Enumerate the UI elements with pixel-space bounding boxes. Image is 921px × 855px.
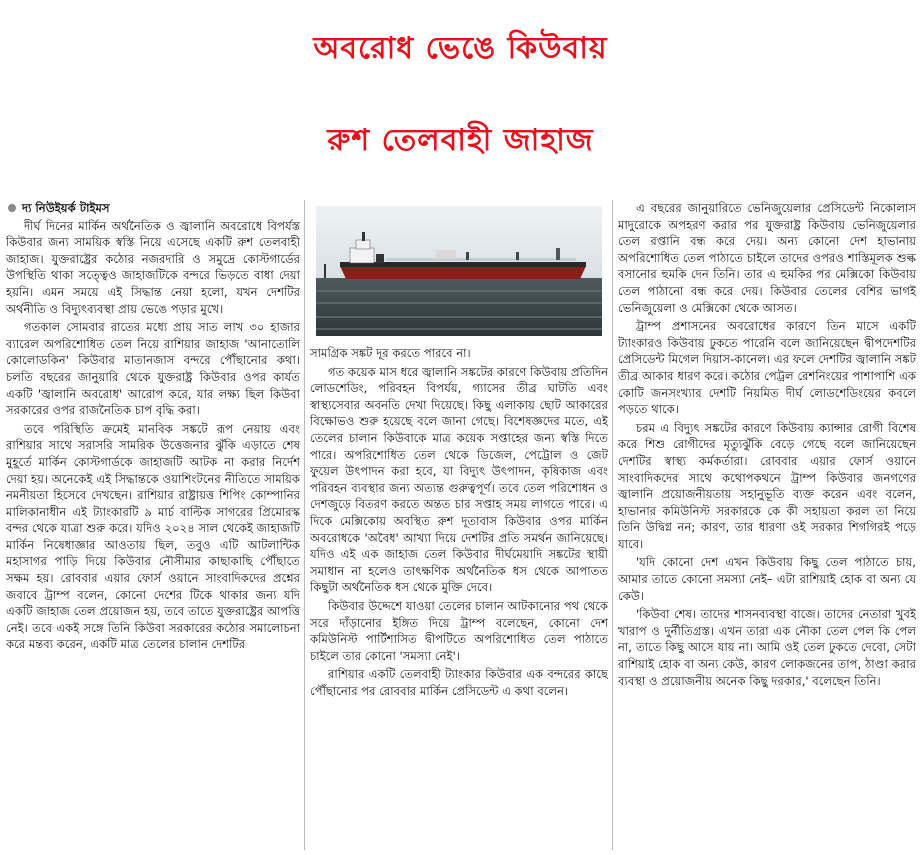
paragraph: গতকাল সোমবার রাতের মধ্যে প্রায় সাত লাখ ৩০ হাজার ব্যারেল অপরিশোধিত তেল নিয়ে রাশিয়ার জাহাজ 'আনাতোলি কোলোডকিন' কিউবার মাতানজাস বন্দরে পৌঁছানোর কথা। চলতি বছরের জানুয়ারি থেকে যুক্তরাষ্ট্র কিউবার ওপর কার্যত একটি 'জ্বালানি অবরোধ' আরোপ করে, যার লক্ষ্য ছিল কিউবা সরকারের ওপর রাজনৈতিক চাপ বৃদ্ধি করা। <box>6 320 300 418</box>
paragraph: ট্রাম্প প্রশাসনের অবরোধের কারণে তিন মাসে একটি ট্যাংকারও কিউবায় ঢুকতে পারেনি বলে জানিয়েছেন দ্বীপদেশটির প্রেসিডেন্ট মিগেল দিয়াস-কানেল। এর ফলে দেশটির জ্বালানি সঙ্কট তীব্র আকার ধারণ করে। কঠোর পেট্রল রেশনিংয়ের পাশাপাশি এক কোটি জনসংখ্যার দেশটি নিয়মিত দীর্ঘ লোডশেডিংয়ের কবলে পড়তে থাকে। <box>618 319 916 417</box>
headline-line-1: অবরোধ ভেঙে কিউবায় <box>313 31 608 66</box>
paragraph: 'যদি কোনো দেশ এখন কিউবায় কিছু তেল পাঠাতে চায়, আমার তাতে কোনো সমস্যা নেই– এটা রাশিয়াই হোক বা অন্য যে কেউ। <box>618 555 916 603</box>
paragraph: দীর্ঘ দিনের মার্কিন অর্থনৈতিক ও জ্বালানি অবরোধে বিপর্যস্ত কিউবার জন্য সাময়িক স্বস্তি নিয়ে এসেছে একটি রুশ তেলবাহী জাহাজ। যুক্তরাষ্ট্রের কঠোর নজরদারি ও সমুদ্রে কোস্টগার্ডের উপস্থিতি থাকা সত্ত্বেও জাহাজটিকে বন্দরে ভিড়তে বাধা দেয়া হয়নি। এমন সময়ে এই সিদ্ধান্ত নেয়া হলো, যখন দেশটির অর্থনীতি ও বিদ্যুৎব্যবস্থা প্রায় ভেঙে পড়ার মুখে। <box>6 218 300 316</box>
oil-tanker-photo <box>316 206 602 336</box>
paragraph: চরম এ বিদ্যুৎ সঙ্কটের কারণে কিউবায় ক্যান্সার রোগী বিশেষ করে শিশু রোগীদের মৃত্যুঝুঁকি বেড়ে গেছে বলে জানিয়েছেন দেশটির স্বাস্থ্য কর্মকর্তারা। রোববার এয়ার ফোর্স ওয়ানে সাংবাদিকদের সাথে কথোপকথনে ট্রাম্প কিউবার জনগণের জ্বালানি প্রয়োজনীয়তায় সহানুভূতি ব্যক্ত করেন এবং বলেন, হাভানার কমিউনিস্ট সরকারকে কে কী সহায়তা করল তা নিয়ে তিনি উদ্বিগ্ন নন; কারণ, তার ধারণা ওই সরকার শিগগিরই পড়ে যাবে। <box>618 420 916 551</box>
article-column-2 <box>310 345 608 850</box>
article-column-3 <box>618 200 916 850</box>
paragraph: 'কিউবা শেষ। তাদের শাসনব্যবস্থা বাজে। তাদের নেতারা খুবই খারাপ ও দুর্নীতিগ্রস্ত। এখন তারা এক নৌকা তেল পেল কি পেল না, তাতে কিছু আসে যায় না। আমি ওই তেল ঢুকতে দেবো, সেটা রাশিয়াই হোক বা অন্য কেউ, কারণ লোকজনের তাপ, ঠাণ্ডা করার ব্যবস্থা ও প্রয়োজনীয় অনেক কিছু দরকার,' বলেছেন তিনি। <box>618 607 916 688</box>
paragraph: রাশিয়ার একটি তেলবাহী ট্যাংকার কিউবার এক বন্দরের কাছে পৌঁছানোর পর রোববার মার্কিন প্রেসিডেন্ট এ কথা বলেন। <box>310 667 608 698</box>
article-column-1 <box>6 200 300 850</box>
column-divider <box>304 200 305 850</box>
bullet-icon <box>8 204 16 212</box>
byline-text: দ্য নিউইয়র্ক টাইমস <box>22 201 110 215</box>
paragraph: গত কয়েক মাস ধরে জ্বালানি সঙ্কটের কারণে কিউবায় প্রতিদিন লোডশেডিং, পরিবহন বিপর্যয়, গ্যাসের তীব্র ঘাটতি এবং স্বাস্থ্যসেবার অবনতি দেখা দিয়েছে। কিছু এলাকায় ছোট আকারের বিক্ষোভও শুরু হয়েছে বলে জানা গেছে। বিশেষজ্ঞদের মতে, এই তেলের চালান কিউবাকে মাত্র কয়েক সপ্তাহের জন্য স্বস্তি দিতে পারে। অপরিশোধিত তেল থেকে ডিজেল, পেট্রোল ও জেট ফুয়েল উৎপাদন করা হবে, যা বিদ্যুৎ উৎপাদন, কৃষিকাজ এবং পরিবহন ব্যবস্থার জন্য অত্যন্ত গুরুত্বপূর্ণ। তবে তেল পরিশোধন ও দেশজুড়ে বিতরণ করতে অন্তত চার সপ্তাহ সময় লাগতে পারে। এ দিকে মেক্সিকোয় অবস্থিত রুশ দূতাবাস কিউবার ওপর মার্কিন অবরোধকে 'অবৈধ' আখ্যা দিয়ে দেশটির প্রতি সমর্থন জানিয়েছে। যদিও এই এক জাহাজ তেল কিউবার দীর্ঘমেয়াদি সঙ্কটের স্থায়ী সমাধান না হলেও তাৎক্ষণিক অর্থনৈতিক ধস থেকে আপাতত কিছুটা অর্থনৈতিক ধস থেকে মুক্তি দেবে। <box>310 364 608 595</box>
paragraph: এ বছরের জানুয়ারিতে ভেনিজুয়েলার প্রেসিডেন্ট নিকোলাস মাদুরোকে অপহরণ করার পর যুক্তরাষ্ট্র কিউবায় ভেনিজুয়েলার তেল রপ্তানি বন্ধ করে দেয়। অন্য কোনো দেশ হাভানায় অপরিশোধিত তেল পাঠাতে চাইলে তাদের ওপরও শাস্তিমূলক শুল্ক বসানোর হুমকি দেন তিনি। তার এ হুমকির পর মেক্সিকো কিউবায় তেল পাঠানো বন্ধ করে দেয়। কিউবার তেলের বেশির ভাগই ভেনিজুয়েলা ও মেক্সিকো থেকে আসত। <box>618 201 916 315</box>
headline-line-2: রুশ তেলবাহী জাহাজ <box>327 123 594 158</box>
column-divider <box>612 200 613 850</box>
paragraph: কিউবার উদ্দেশে যাওয়া তেলের চালান আটকানোর পথ থেকে সরে দাঁড়ানোর ইঙ্গিত দিয়ে ট্রাম্প বলেছেন, কোনো দেশ কমিউনিস্ট পার্টিশাসিত দ্বীপটিতে অপরিশোধিত তেল পাঠাতে চাইলে তার কোনো 'সমস্যা নেই'। <box>310 598 608 663</box>
byline <box>6 200 300 217</box>
paragraph: তবে পরিস্থিতি ক্রমেই মানবিক সঙ্কটে রূপ নেয়ায় এবং রাশিয়ার সাথে সরাসরি সামরিক উত্তেজনার ঝুঁকি এড়াতে শেষ মুহূর্তে মার্কিন কোস্টগার্ডকে জাহাজটি আটক না করার নির্দেশ দেয়া হয়। অনেকেই এই সিদ্ধান্তকে ওয়াশিংটনের নীতিতে সাময়িক নমনীয়তা হিসেবে দেখছেন। রাশিয়ার রাষ্ট্রায়ত্ত শিপিং কোম্পানির মালিকানাধীন এই ট্যাংকারটি ৯ মার্চ বাল্টিক সাগরের প্রিমোরস্ক বন্দর থেকে যাত্রা শুরু করে। যদিও ২০২৪ সাল থেকেই জাহাজটি মার্কিন নিষেধাজ্ঞার আওতায় ছিল, তবুও এটি আটলান্টিক মহাসাগর পাড়ি দিয়ে কিউবার নৌসীমার কাছাকাছি পৌঁছাতে সক্ষম হয়। রোববার এয়ার ফোর্স ওয়ানে সাংবাদিকদের প্রশ্নের জবাবে ট্রাম্প বলেন, কোনো দেশের টিকে থাকার জন্য যদি একটি জাহাজ তেল প্রয়োজন হয়, তবে তাতে যুক্তরাষ্ট্রের আপত্তি নেই। তবে একই সঙ্গে তিনি কিউবা সরকারের কঠোর সমালোচনা করে মন্তব্য করেন, একটি মাত্র তেলের চালান দেশটির <box>6 421 300 652</box>
paragraph: সামগ্রিক সঙ্কট দূর করতে পারবে না। <box>310 346 471 360</box>
